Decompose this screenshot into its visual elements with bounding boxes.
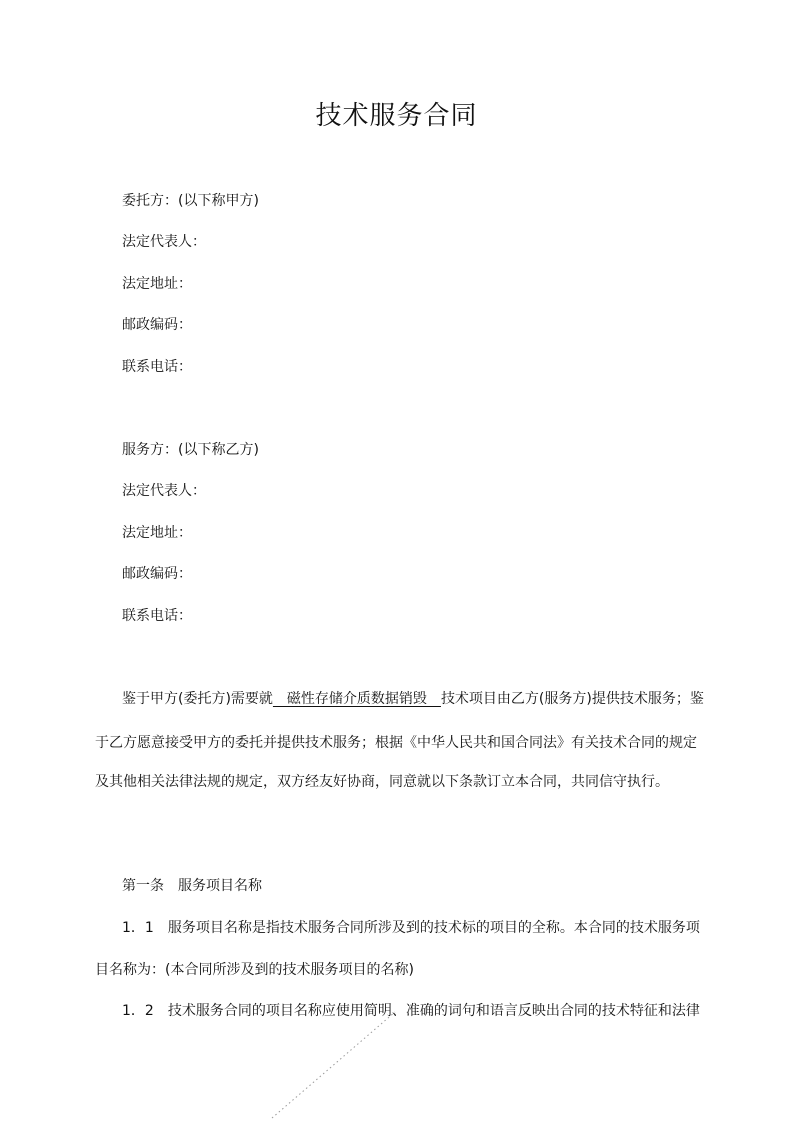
- document-title: 技术服务合同: [315, 101, 478, 131]
- party-a-address: 法定地址：: [122, 276, 192, 292]
- preamble-text-after: 技术项目由乙方(服务方)提供技术服务；鉴: [440, 691, 704, 707]
- clause-1-1-text: 服务项目名称是指技术服务合同所涉及到的技术标的项目的全称。本合同的技术服务项: [167, 920, 700, 936]
- dotted-diagonal-line: [270, 1010, 420, 1120]
- party-a-legal-rep: 法定代表人：: [122, 234, 206, 250]
- article-1-number: 第一条: [122, 878, 164, 894]
- clause-1-1-line-1: [122, 918, 700, 938]
- article-1-heading: [122, 876, 262, 896]
- clause-1-1-number: 1．1: [122, 920, 154, 936]
- party-b-role: 服务方：(以下称乙方): [122, 442, 259, 458]
- clause-1-2-number: 1．2: [122, 1003, 154, 1019]
- article-1-title: 服务项目名称: [178, 878, 262, 894]
- preamble-line-1: [122, 689, 704, 709]
- party-b-phone: 联系电话：: [122, 608, 192, 624]
- party-a-postcode: 邮政编码：: [122, 317, 192, 333]
- party-b-legal-rep: 法定代表人：: [122, 483, 206, 499]
- party-b-postcode: 邮政编码：: [122, 566, 192, 582]
- party-a-phone: 联系电话：: [122, 359, 192, 375]
- clause-1-2-text: 技术服务合同的项目名称应使用简明、准确的词句和语言反映出合同的技术特征和法律: [167, 1003, 700, 1019]
- project-name: 磁性存储介质数据销毁: [272, 691, 441, 707]
- preamble-text-before: 鉴于甲方(委托方)需要就: [122, 691, 273, 707]
- preamble-line-3: 及其他相关法律法规的规定，双方经友好协商，同意就以下条款订立本合同，共同信守执行。: [95, 774, 669, 790]
- party-a-role: 委托方：(以下称甲方): [122, 193, 259, 209]
- party-b-address: 法定地址：: [122, 525, 192, 541]
- preamble-line-2: 于乙方愿意接受甲方的委托并提供技术服务；根据《中华人民共和国合同法》有关技术合同的规定: [95, 735, 697, 751]
- clause-1-1-line-2: 目名称为：(本合同所涉及到的技术服务项目的名称): [95, 962, 414, 978]
